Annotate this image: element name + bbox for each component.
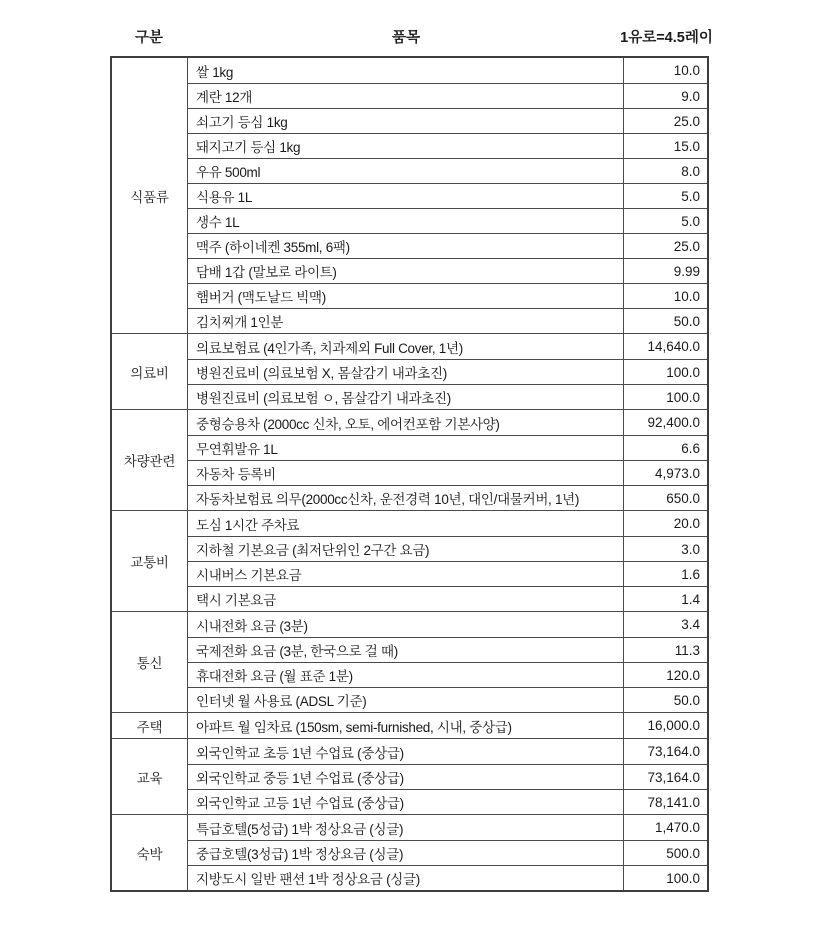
table-header <box>110 29 713 47</box>
item-label: 외국인학교 고등 1년 수업료 (중상급) <box>196 796 404 811</box>
category-label: 교통비 <box>112 511 188 611</box>
item-label: 맥주 (하이네켄 355ml, 6팩) <box>196 240 350 255</box>
item-price: 14,640.0 <box>623 334 707 359</box>
category-rows <box>188 334 707 409</box>
item-label: 중형승용차 (2000cc 신차, 오토, 에어컨포함 기본사양) <box>196 416 500 432</box>
item-label: 쌀 1kg <box>196 64 234 80</box>
category-block <box>112 712 707 738</box>
category-label: 숙박 <box>112 815 188 890</box>
item-price: 50.0 <box>623 309 707 333</box>
item-label: 햄버거 (맥도날드 빅맥) <box>196 290 326 305</box>
item-price: 6.6 <box>623 436 707 460</box>
category-rows <box>188 815 707 890</box>
category-label: 식품류 <box>112 58 188 333</box>
item-price: 3.0 <box>623 537 707 561</box>
item-label: 무연휘발유 1L <box>196 442 278 457</box>
table-row <box>188 739 707 764</box>
item-price: 15.0 <box>623 134 707 158</box>
table-row <box>188 158 707 183</box>
item-label: 자동차 등록비 <box>196 467 276 482</box>
category-label: 주택 <box>112 713 188 738</box>
table-row <box>188 133 707 158</box>
item-price: 50.0 <box>623 688 707 712</box>
item-label: 생수 1L <box>196 215 240 230</box>
item-label: 병원진료비 (의료보험 ㅇ, 몸살감기 내과초진) <box>196 391 451 406</box>
table-row <box>188 789 707 814</box>
item-price: 25.0 <box>623 234 707 258</box>
item-label: 계란 12개 <box>196 90 253 105</box>
item-price: 10.0 <box>623 284 707 308</box>
table-row <box>188 233 707 258</box>
item-price: 1,470.0 <box>623 815 707 840</box>
category-rows <box>188 511 707 611</box>
item-price: 4,973.0 <box>623 461 707 485</box>
category-block <box>112 409 707 510</box>
item-label: 자동차보험료 의무(2000cc신차, 운전경력 10년, 대인/대물커버, 1년) <box>196 492 580 507</box>
item-label: 쇠고기 등심 1kg <box>196 115 288 130</box>
item-price: 73,164.0 <box>623 739 707 764</box>
item-price: 3.4 <box>623 612 707 637</box>
item-price: 100.0 <box>623 866 707 890</box>
table-row <box>188 865 707 890</box>
item-price: 92,400.0 <box>623 410 707 435</box>
table-row <box>188 359 707 384</box>
category-rows <box>188 739 707 814</box>
item-price: 5.0 <box>623 184 707 208</box>
item-price: 5.0 <box>623 209 707 233</box>
table-row <box>188 308 707 333</box>
item-price: 78,141.0 <box>623 790 707 814</box>
table-row <box>188 283 707 308</box>
item-label: 외국인학교 초등 1년 수업료 (중상급) <box>196 745 404 761</box>
table-row <box>188 561 707 586</box>
table-row <box>188 384 707 409</box>
price-table <box>110 56 709 892</box>
category-label: 교육 <box>112 739 188 814</box>
item-label: 돼지고기 등심 1kg <box>196 140 301 155</box>
table-row <box>188 334 707 359</box>
table-row <box>188 83 707 108</box>
category-label: 통신 <box>112 612 188 712</box>
header-exchange-rate: 1유로=4.5레이 <box>620 30 713 46</box>
item-price: 500.0 <box>623 841 707 865</box>
table-row <box>188 713 707 738</box>
table-row <box>188 612 707 637</box>
header-item-column: 품목 <box>391 30 420 46</box>
table-row <box>188 662 707 687</box>
item-label: 식용유 1L <box>196 190 253 205</box>
item-label: 시내버스 기본요금 <box>196 568 302 583</box>
table-row <box>188 183 707 208</box>
table-row <box>188 410 707 435</box>
item-label: 담배 1갑 (말보로 라이트) <box>196 265 337 280</box>
item-price: 9.0 <box>623 84 707 108</box>
item-label: 택시 기본요금 <box>196 593 276 608</box>
item-label: 인터넷 월 사용료 (ADSL 기준) <box>196 694 367 709</box>
header-category-column: 구분 <box>134 30 163 46</box>
table-row <box>188 586 707 611</box>
item-label: 중급호텔(3성급) 1박 정상요금 (싱글) <box>196 847 404 862</box>
category-rows <box>188 612 707 712</box>
item-label: 의료보험료 (4인가족, 치과제외 Full Cover, 1년) <box>196 340 463 356</box>
category-rows <box>188 58 707 333</box>
item-label: 병원진료비 (의료보험 X, 몸살감기 내과초진) <box>196 366 447 381</box>
item-price: 1.6 <box>623 562 707 586</box>
item-label: 지방도시 일반 팬션 1박 정상요금 (싱글) <box>196 872 420 887</box>
table-row <box>188 840 707 865</box>
item-label: 국제전화 요금 (3분, 한국으로 걸 때) <box>196 644 398 659</box>
item-label: 휴대전화 요금 (월 표준 1분) <box>196 669 353 684</box>
category-block <box>112 510 707 611</box>
item-price: 100.0 <box>623 360 707 384</box>
table-row <box>188 637 707 662</box>
item-label: 도심 1시간 주차료 <box>196 517 300 533</box>
category-rows <box>188 410 707 510</box>
item-price: 73,164.0 <box>623 765 707 789</box>
table-row <box>188 764 707 789</box>
table-row <box>188 208 707 233</box>
item-price: 20.0 <box>623 511 707 536</box>
category-block <box>112 611 707 712</box>
table-row <box>188 460 707 485</box>
item-label: 지하철 기본요금 (최저단위인 2구간 요금) <box>196 543 430 558</box>
category-block <box>112 333 707 409</box>
table-row <box>188 815 707 840</box>
item-price: 11.3 <box>623 638 707 662</box>
item-label: 특급호텔(5성급) 1박 정상요금 (싱글) <box>196 821 404 837</box>
table-row <box>188 108 707 133</box>
category-block <box>112 738 707 814</box>
item-label: 외국인학교 중등 1년 수업료 (중상급) <box>196 771 404 786</box>
item-label: 시내전화 요금 (3분) <box>196 618 308 634</box>
table-row <box>188 258 707 283</box>
category-label: 의료비 <box>112 334 188 409</box>
item-label: 아파트 월 임차료 (150sm, semi-furnished, 시내, 중상급) <box>196 719 512 735</box>
item-price: 1.4 <box>623 587 707 611</box>
item-price: 120.0 <box>623 663 707 687</box>
table-row <box>188 536 707 561</box>
category-block <box>112 58 707 333</box>
category-rows <box>188 713 707 738</box>
table-row <box>188 58 707 83</box>
category-label: 차량관련 <box>112 410 188 510</box>
table-row <box>188 511 707 536</box>
category-block <box>112 814 707 890</box>
item-price: 100.0 <box>623 385 707 409</box>
item-price: 25.0 <box>623 109 707 133</box>
item-label: 김치찌개 1인분 <box>196 315 284 330</box>
item-price: 10.0 <box>623 58 707 83</box>
item-price: 16,000.0 <box>623 713 707 738</box>
item-label: 우유 500ml <box>196 165 261 180</box>
table-row <box>188 485 707 510</box>
item-price: 650.0 <box>623 486 707 510</box>
item-price: 9.99 <box>623 259 707 283</box>
table-row <box>188 435 707 460</box>
item-price: 8.0 <box>623 159 707 183</box>
table-row <box>188 687 707 712</box>
